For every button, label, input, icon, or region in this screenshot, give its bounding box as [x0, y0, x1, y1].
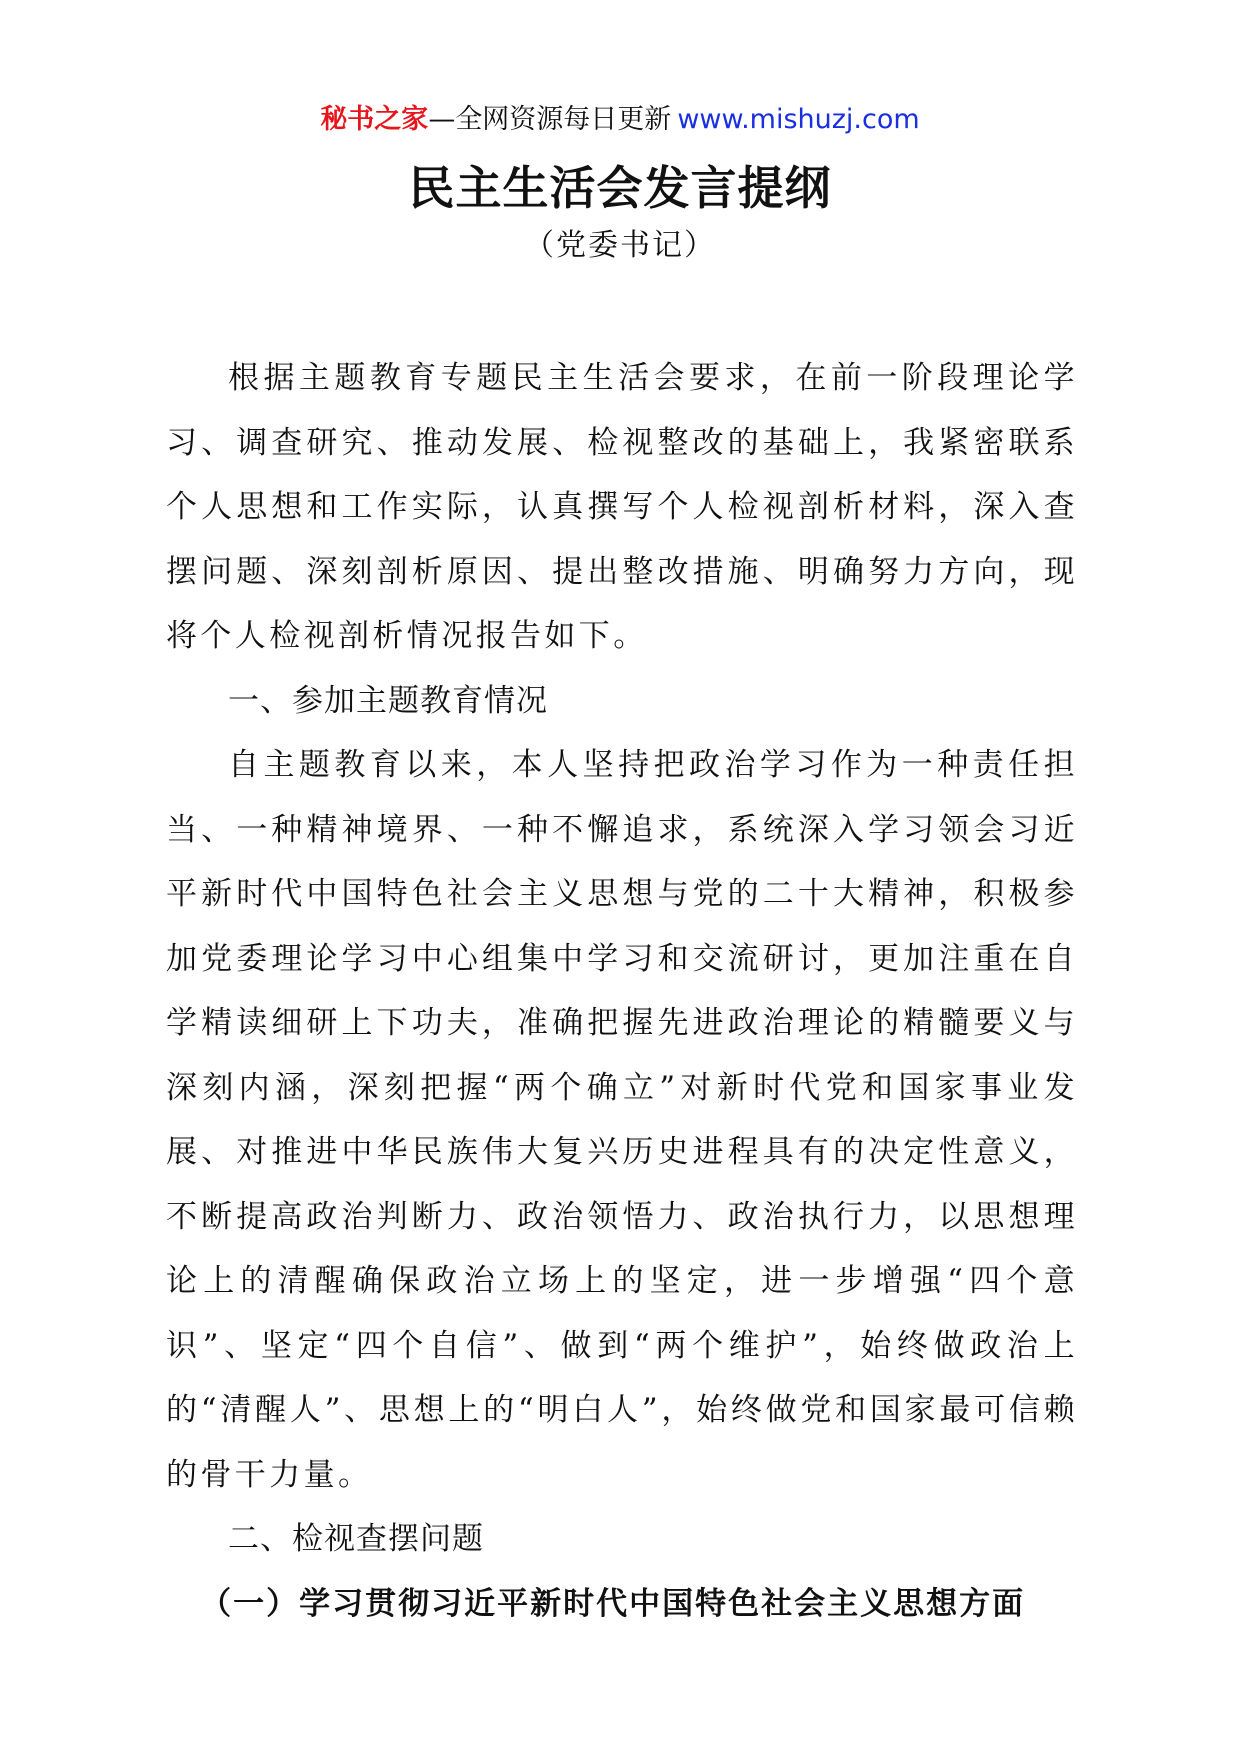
section-1-paragraph: 自主题教育以来，本人坚持把政治学习作为一种责任担当、一种精神境界、一种不懈追求，系统深入学习领会习近平新时代中国特色社会主义思想与党的二十大精神，积极参加党委理论学习中心组集中学习和交流研讨，更加注重在自学精读细研上下功夫，准确把握先进政治理论的精髓要义与深刻内涵，深刻把握“两个确立”对新时代党和国家事业发展、对推进中华民族伟大复兴历史进程具有的决定性意义，不断提高政治判断力、政治领悟力、政治执行力，以思想理论上的清醒确保政治立场上的坚定，进一步增强“四个意识”、坚定“四个自信”、做到“两个维护”，始终做政治上的“清醒人”、思想上的“明白人”，始终做党和国家最可信赖的骨干力量。 — [166, 747, 1078, 1493]
intro-paragraph: 根据主题教育专题民主生活会要求，在前一阶段理论学习、调查研究、推动发展、检视整改的基础上，我紧密联系个人思想和工作实际，认真撰写个人检视剖析材料，深入查摆问题、深刻剖析原因、提出整改措施、明确努力方向，现将个人检视剖析情况报告如下。 — [166, 360, 1078, 654]
section-2-subheading-1: （一）学习贯彻习近平新时代中国特色社会主义思想方面 — [200, 1585, 1026, 1622]
document-title: 民主生活会发言提纲 — [408, 161, 832, 215]
brand-name: 秘书之家 — [320, 104, 429, 135]
site-banner — [0, 100, 1240, 140]
section-heading-2: 二、检视查摆问题 — [228, 1521, 484, 1557]
document-body — [166, 346, 1078, 1636]
document-subtitle: （党委书记） — [524, 228, 716, 263]
section-heading-1: 一、参加主题教育情况 — [228, 682, 548, 719]
site-url: www.mishuzj.com — [677, 104, 920, 135]
banner-slogan: —全网资源每日更新 — [428, 104, 672, 135]
